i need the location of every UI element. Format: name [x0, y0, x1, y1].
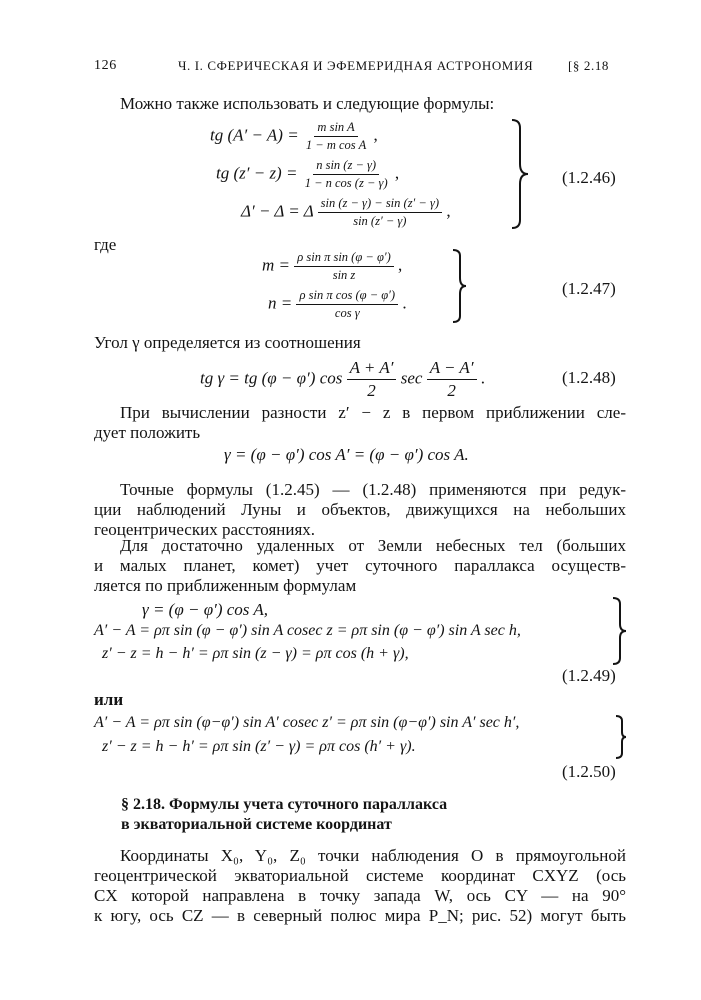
- coords-line-4: к югу, ось CZ — в северный полюс мира P_N; рис. 52) могут быть: [94, 906, 626, 925]
- eq-number-1-2-47: (1.2.47): [562, 279, 616, 298]
- distant-line-3: ляется по приближенным формулам: [94, 576, 357, 595]
- right-brace-icon: [508, 118, 530, 230]
- intro-paragraph: Можно также использовать и следующие формулы:: [120, 94, 495, 113]
- eq-1-2-47-line-1: m = $\frac{\text{ρ sin π sin (φ − φ′)}}{\text{sin z}}$ ,: [262, 250, 403, 282]
- section-heading-line-1: § 2.18. Формулы учета суточного параллакса: [121, 796, 448, 813]
- eq-1-2-46-line-3: Δ′ − Δ = Δ $\frac{\sin (z - \gamma) - \sin (z' - \gamma)}{\sin (z' - \gamma)}$ ,: [241, 196, 451, 228]
- eq-number-1-2-48: (1.2.48): [562, 368, 616, 387]
- running-title: Ч. I. СФЕРИЧЕСКАЯ И ЭФЕМЕРИДНАЯ АСТРОНОМИЯ: [178, 58, 534, 73]
- eq-1-2-49-line-2: A′ − A = ρπ sin (φ − φ′) sin A cosec z = ρπ sin (φ − φ′) sin A sec h,: [94, 622, 521, 639]
- equation-1-2-48: tg γ = tg (φ − φ′) cos $\frac{A + A'}{2}$ sec $\frac{A - A'}{2}$ .: [200, 358, 486, 400]
- exact-line-1: Точные формулы (1.2.45) — (1.2.48) применяются при редук-: [120, 480, 626, 499]
- eq-1-2-46-line-1: tg (A′ − A) = $\frac{\text{m sin A}}{\text{1 − m cos A}}$ ,: [210, 120, 378, 152]
- first-approx-line-1: При вычислении разности z′ − z в первом приближении сле-: [120, 403, 626, 422]
- distant-line-2: и малых планет, комет) учет суточного параллакса осуществ-: [94, 556, 626, 575]
- first-approx-line-2: дует положить: [94, 423, 201, 442]
- page-number: 126: [94, 58, 117, 73]
- eq-1-2-49-line-3: z′ − z = h − h′ = ρπ sin (z − γ) = ρπ cos (h + γ),: [102, 645, 409, 662]
- eq-1-2-46-line-2: tg (z′ − z) = $\frac{\text{n sin (z − γ)}}{\text{1 − n cos (z − γ)}}$ ,: [216, 158, 400, 190]
- exact-line-3: геоцентрических расстояниях.: [94, 520, 316, 539]
- eq-1-2-50-line-2: z′ − z = h − h′ = ρπ sin (z′ − γ) = ρπ cos (h′ + γ).: [102, 738, 416, 755]
- eq-1-2-49-line-1: γ = (φ − φ′) cos A,: [142, 600, 268, 619]
- eq-number-1-2-50: (1.2.50): [562, 762, 616, 781]
- exact-line-2: ции наблюдений Луны и объектов, движущихся на небольших: [94, 500, 626, 519]
- where-label: где: [94, 235, 117, 254]
- right-brace-icon: [450, 248, 468, 324]
- equation-gamma: γ = (φ − φ′) cos A′ = (φ − φ′) cos A.: [224, 445, 469, 464]
- coords-line-2: геоцентрической экваториальной системе координат CXYZ (ось: [94, 866, 626, 885]
- coords-line-3: CX которой направлена в точку запада W, ось CY — на 90°: [94, 886, 626, 905]
- eq-number-1-2-46: (1.2.46): [562, 168, 616, 187]
- distant-line-1: Для достаточно удаленных от Земли небесных тел (больших: [120, 536, 626, 555]
- right-brace-icon: [614, 714, 628, 760]
- or-label: или: [94, 690, 124, 709]
- eq-1-2-50-line-1: A′ − A = ρπ sin (φ−φ′) sin A′ cosec z′ = ρπ sin (φ−φ′) sin A′ sec h′,: [94, 714, 520, 731]
- right-brace-icon: [610, 596, 628, 666]
- coords-line-1: Координаты X₀, Y₀, Z₀ точки наблюдения O в прямоугольной: [120, 846, 626, 865]
- eq-number-1-2-49: (1.2.49): [562, 666, 616, 685]
- section-reference: [§ 2.18: [568, 58, 610, 73]
- section-heading-line-2: в экваториальной системе координат: [121, 816, 392, 833]
- eq-1-2-47-line-2: n = $\frac{\text{ρ sin π cos (φ − φ′)}}{\text{cos γ}}$ .: [268, 288, 407, 320]
- angle-paragraph: Угол γ определяется из соотношения: [94, 333, 361, 352]
